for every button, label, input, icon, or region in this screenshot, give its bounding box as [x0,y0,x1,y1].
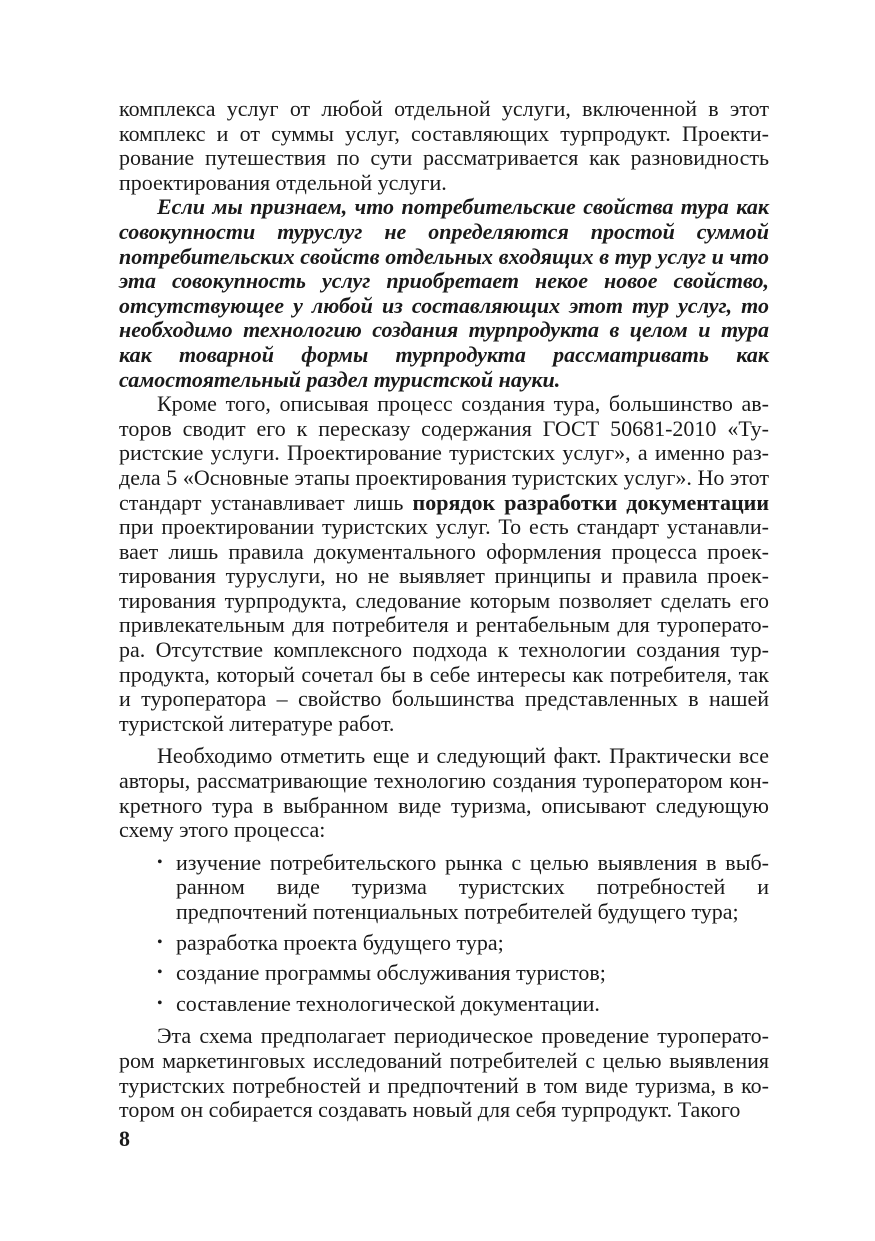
paragraph-gost-text-1: Кроме того, описывая процесс создания тура, большинство авторов сводит его к пересказу содержания ГОСТ 50681-2010 «Туристские услуги. Проектирование туристских услуг», а именно раздела 5 «Основные этапы проектирования туристских услуг». Но этот стандарт устанавливает лишь [119,391,769,515]
list-item [119,931,769,956]
paragraph-gost-bold: порядок разработки документации [412,489,769,515]
page-body [119,97,769,1123]
bullet-icon: • [157,994,163,1012]
list-item [119,851,769,925]
list-item-text: разработка проекта будущего тура; [176,929,504,955]
paragraph-continuation: комплекса услуг от любой отдельной услуги, включенной в этот комплекс и от суммы услуг, составляющих турпродукт. Проектирование путешествия по сути рассматривается как разновидность проектирования отдельной услуги. [119,96,769,195]
paragraph-scheme-intro: Необходимо отметить еще и следующий факт. Практически все авторы, рассматривающие технологию создания туроператором конкретного тура в выбранном виде туризма, описывают следующую схему этого процесса: [119,743,769,843]
page-number: 8 [119,1126,130,1151]
bullet-list [119,851,769,1017]
paragraph-scheme-description: Эта схема предполагает периодическое проведение туроператором маркетинговых исследований потребителей с целью выявления туристских потребностей и предпочтений в том виде туризма, в котором он собирается создавать новый для себя турпродукт. Такого [119,1023,769,1123]
list-item-text: изучение потребительского рынка с целью выявления в выбранном виде туризма туристских потребностей и предпочтений потенциальных потребителей будущего тура; [176,849,769,924]
list-item [119,961,769,986]
paragraph-gost-text-2: при проектировании туристских услуг. То есть стандарт устанавливает лишь правила документального оформления процесса проектирования туруслуги, но не выявляет принципы и правила проектирования турпродукта, следование которым позволяет сделать его привлекательным для потребителя и рентабельным для туроператора. Отсутствие комплексного подхода к технологии создания турпродукта, который сочетал бы в себе интересы как потребителя, так и туроператора – свойство большинства представленных в нашей туристской литературе работ. [119,514,769,736]
bullet-icon: • [157,964,163,982]
bullet-icon: • [157,933,163,951]
list-item [119,992,769,1017]
list-item-text: создание программы обслуживания туристов; [176,960,606,986]
paragraph-emphasis: Если мы признаем, что потребительские свойства тура как совокупности туруслуг не определяются простой суммой потребительских свойств отдельных входящих в тур услуг и что эта совокупность услуг приобретает некое новое свойство, отсутствующее у любой из составляющих этот тур услуг, то необходимо технологию создания турпродукта в целом и тура как товарной формы турпродукта рассматривать как самостоятельный раздел туристской науки. [119,194,769,392]
bullet-icon: • [157,853,163,871]
list-item-text: составление технологической документации. [176,990,600,1016]
paragraph-gost [119,392,769,736]
